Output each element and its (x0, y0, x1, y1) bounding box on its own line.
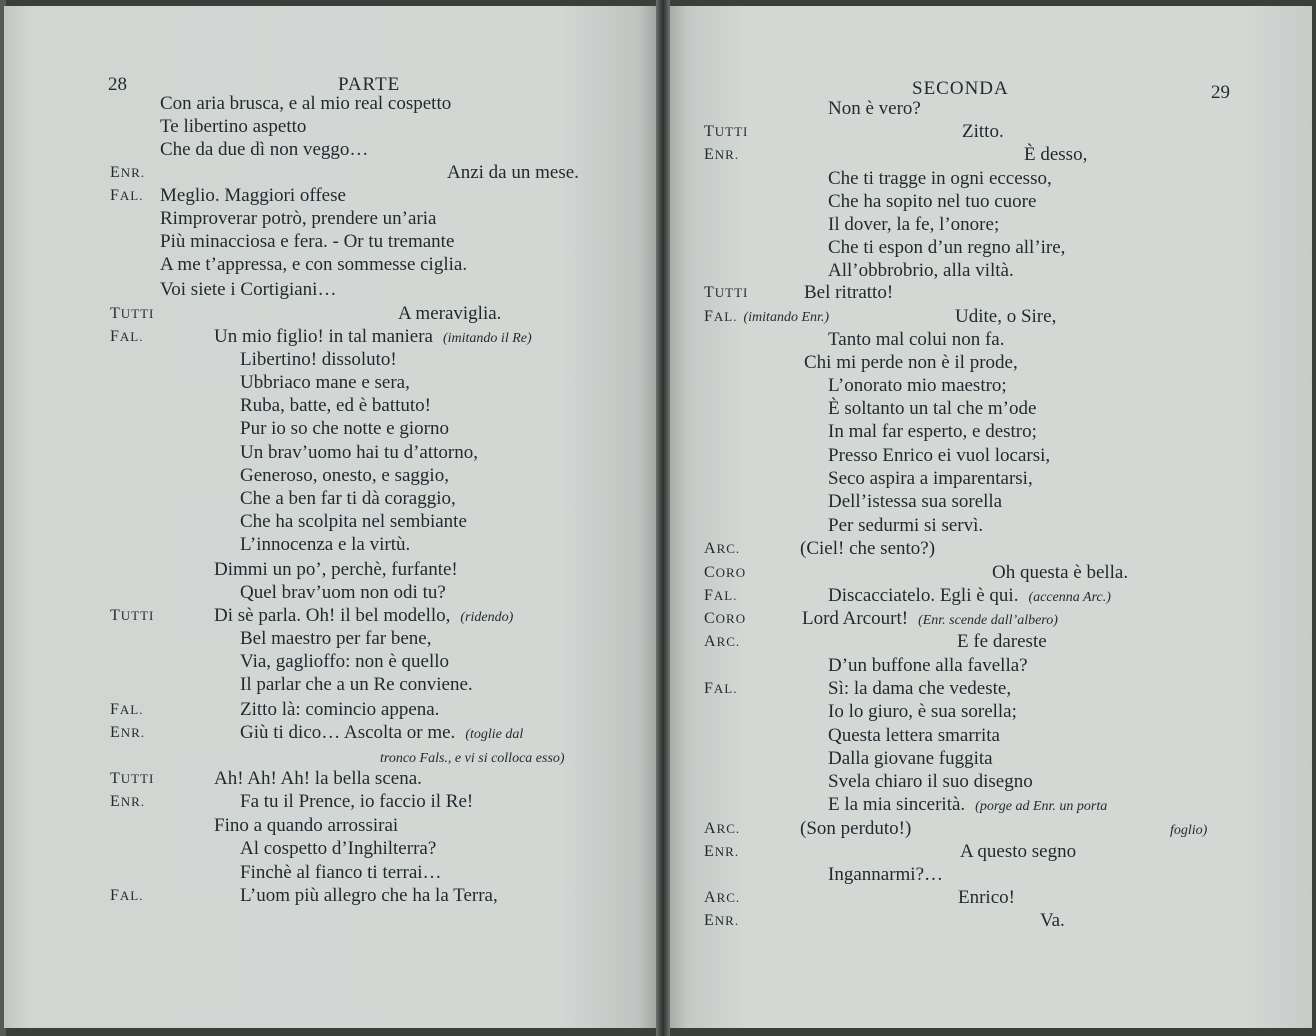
stage-direction: (toglie dal (465, 727, 524, 742)
speaker-label: CORO (704, 610, 747, 627)
verse-line (828, 260, 1014, 282)
verse-text: L’uom più allegro che ha la Terra, (240, 885, 498, 906)
speaker-label: ARC. (704, 540, 741, 557)
verse-line (214, 815, 398, 837)
speaker-label: FAL. (110, 187, 144, 204)
verse-line (160, 254, 467, 276)
verse-text: Libertino! dissoluto! (240, 349, 397, 370)
verse-line (800, 818, 911, 840)
verse-text: In mal far esperto, e destro; (828, 421, 1037, 442)
verse-line (828, 421, 1037, 443)
verse-text: Il dover, la fe, l’onore; (828, 214, 1000, 235)
verse-line (828, 98, 921, 120)
verse-text: Seco aspira a imparentarsi, (828, 468, 1033, 489)
verse-line (160, 93, 451, 115)
verse-line (960, 841, 1076, 863)
left-page-number: 28 (108, 74, 127, 95)
verse-line (240, 791, 473, 813)
verse-text: Pur io so che notte e giorno (240, 418, 449, 439)
verse-text: A meraviglia. (398, 303, 502, 324)
verse-line (955, 306, 1056, 328)
verse-text: Zitto là: comincio appena. (240, 699, 440, 720)
verse-text: Ruba, batte, ed è battuto! (240, 395, 431, 416)
verse-text: Ingannarmi?… (828, 864, 944, 885)
verse-line (214, 605, 513, 629)
verse-line (160, 208, 436, 230)
verse-line (828, 168, 1052, 190)
verse-line (804, 352, 1018, 374)
verse-text: È desso, (1024, 144, 1088, 165)
verse-line (1024, 144, 1087, 166)
speaker-label: TUTTI (110, 607, 155, 624)
verse-text: Lord Arcourt! (802, 608, 909, 629)
verse-text: Oh questa è bella. (992, 562, 1129, 583)
verse-text: Bel maestro per far bene, (240, 628, 432, 649)
verse-line (800, 538, 935, 560)
stage-direction: (accenna Arc.) (1028, 590, 1111, 605)
verse-line (992, 562, 1128, 584)
stage-direction: tronco Fals., e vi si colloca esso) (380, 751, 565, 766)
verse-line (828, 864, 943, 886)
verse-line (828, 794, 1107, 818)
verse-text: Con aria brusca, e al mio real cospetto (160, 93, 452, 114)
stage-direction: (ridendo) (460, 610, 514, 625)
verse-text: A questo segno (960, 841, 1077, 862)
stage-direction: foglio) (1170, 823, 1208, 838)
verse-line (240, 722, 523, 746)
verse-text: E fe dareste (957, 631, 1047, 652)
verse-line (240, 395, 431, 417)
verse-line (214, 326, 532, 350)
verse-text: Il parlar che a un Re conviene. (240, 674, 473, 695)
verse-text: Sì: la dama che vedeste, (828, 678, 1012, 699)
speaker-label: FAL. (imitando Enr.) (704, 308, 830, 325)
verse-line (240, 838, 436, 860)
verse-text: Rimproverar potrò, prendere un’aria (160, 208, 437, 229)
speaker-label: FAL. (704, 680, 738, 697)
verse-line (828, 237, 1065, 259)
verse-text: Anzi da un mese. (447, 162, 579, 183)
verse-text: Un mio figlio! in tal maniera (214, 326, 433, 347)
verse-text: Tanto mal colui non fa. (828, 329, 1005, 350)
verse-text: Voi siete i Cortigiani… (160, 279, 337, 300)
speaker-label: ARC. (704, 820, 741, 837)
stage-direction: (Enr. scende dall’albero) (918, 613, 1058, 628)
right-page-header: SECONDA (912, 78, 1009, 99)
verse-line (828, 398, 1036, 420)
verse-text: Io lo giuro, è sua sorella; (828, 701, 1017, 722)
speaker-label: TUTTI (704, 123, 749, 140)
speaker-label: FAL. (704, 587, 738, 604)
verse-text: Che ha scolpita nel sembiante (240, 511, 467, 532)
verse-line (160, 139, 368, 161)
verse-text: Udite, o Sire, (955, 306, 1057, 327)
verse-line (214, 559, 458, 581)
verse-text: Te libertino aspetto (160, 116, 307, 137)
verse-line (240, 534, 410, 556)
verse-line (828, 701, 1017, 723)
verse-text: Svela chiaro il suo disegno (828, 771, 1033, 792)
verse-text: Che ti tragge in ogni eccesso, (828, 168, 1052, 189)
verse-line (828, 748, 993, 770)
speaker-label: FAL. (110, 328, 144, 345)
speaker-label: CORO (704, 564, 747, 581)
verse-line (240, 674, 473, 696)
speaker-label: ENR. (704, 912, 740, 929)
verse-text: Fino a quando arrossirai (214, 815, 399, 836)
verse-text: L’innocenza e la virtù. (240, 534, 411, 555)
verse-line (380, 746, 565, 770)
verse-line (828, 771, 1033, 793)
verse-text: Questa lettera smarrita (828, 725, 1000, 746)
speaker-label: TUTTI (704, 284, 749, 301)
verse-line (958, 887, 1015, 909)
verse-text: Dimmi un po’, perchè, furfante! (214, 559, 458, 580)
verse-line (240, 699, 439, 721)
speaker-label: TUTTI (110, 305, 155, 322)
verse-line (160, 279, 336, 301)
verse-line (828, 214, 999, 236)
verse-line (828, 655, 1028, 677)
verse-line (828, 678, 1011, 700)
verse-line (828, 375, 1007, 397)
verse-text: Bel ritratto! (804, 282, 894, 303)
verse-line (828, 191, 1036, 213)
verse-line (828, 725, 1000, 747)
verse-line (240, 488, 456, 510)
verse-text: Ah! Ah! Ah! la bella scena. (214, 768, 422, 789)
speaker-label: ENR. (110, 164, 146, 181)
verse-text: Finchè al fianco ti terrai… (240, 862, 442, 883)
verse-text: Un brav’uomo hai tu d’attorno, (240, 442, 478, 463)
speaker-label: TUTTI (110, 770, 155, 787)
stage-direction: (imitando il Re) (442, 331, 532, 346)
verse-line (160, 185, 346, 207)
verse-text: L’onorato mio maestro; (828, 375, 1007, 396)
stage-direction: (imitando Enr.) (743, 310, 830, 325)
verse-text: Che da due dì non veggo… (160, 139, 369, 160)
verse-line (957, 631, 1047, 653)
verse-line (962, 121, 1004, 143)
verse-text: (Son perduto!) (800, 818, 912, 839)
verse-line (240, 418, 449, 440)
verse-line (240, 465, 449, 487)
verse-line (240, 511, 467, 533)
verse-text: Di sè parla. Oh! il bel modello, (214, 605, 451, 626)
verse-text: Ubbriaco mane e sera, (240, 372, 410, 393)
verse-line (240, 885, 498, 907)
speaker-label: FAL. (110, 701, 144, 718)
verse-line (240, 651, 449, 673)
verse-line (240, 349, 397, 371)
verse-line (828, 329, 1004, 351)
verse-text: Per sedurmi si servì. (828, 515, 984, 536)
verse-line (160, 116, 306, 138)
stage-direction: (porge ad Enr. un porta (975, 799, 1108, 814)
verse-line (240, 628, 432, 650)
verse-text: D’un buffone alla favella? (828, 655, 1028, 676)
verse-text: Dalla giovane fuggita (828, 748, 993, 769)
verse-line (828, 515, 983, 537)
verse-line (214, 768, 422, 790)
right-page (668, 6, 1312, 1028)
verse-text: Meglio. Maggiori offese (160, 185, 346, 206)
verse-text: Più minacciosa e fera. - Or tu tremante (160, 231, 455, 252)
verse-line (160, 231, 454, 253)
verse-text: Presso Enrico ei vuol locarsi, (828, 445, 1051, 466)
right-page-number: 29 (1211, 82, 1230, 103)
speaker-label: ARC. (704, 889, 741, 906)
verse-text: Quel brav’uom non odi tu? (240, 582, 446, 603)
verse-text: (Ciel! che sento?) (800, 538, 936, 559)
verse-line (802, 608, 1058, 632)
verse-text: Via, gaglioffo: non è quello (240, 651, 450, 672)
verse-line (804, 282, 893, 304)
verse-line (1040, 910, 1065, 932)
verse-text: Discacciatelo. Egli è qui. (828, 585, 1019, 606)
verse-text: Generoso, onesto, e saggio, (240, 465, 449, 486)
verse-line (398, 303, 501, 325)
verse-text: Al cospetto d’Inghilterra? (240, 838, 437, 859)
verse-line (240, 582, 446, 604)
verse-line (828, 491, 1002, 513)
verse-text: Va. (1040, 910, 1065, 931)
verse-line (240, 442, 478, 464)
verse-line (828, 445, 1050, 467)
verse-line (828, 585, 1111, 609)
left-page-header: PARTE (338, 74, 401, 95)
verse-text: Che ha sopito nel tuo cuore (828, 191, 1037, 212)
verse-text: Che a ben far ti dà coraggio, (240, 488, 456, 509)
speaker-label: ENR. (110, 793, 146, 810)
verse-text: Giù ti dico… Ascolta or me. (240, 722, 456, 743)
verse-text: Dell’istessa sua sorella (828, 491, 1003, 512)
verse-text: Zitto. (962, 121, 1004, 142)
verse-line (828, 468, 1033, 490)
verse-line (240, 372, 410, 394)
verse-text: È soltanto un tal che m’ode (828, 398, 1037, 419)
speaker-label: ENR. (704, 843, 740, 860)
verse-line (240, 862, 442, 884)
speaker-label: ARC. (704, 633, 741, 650)
verse-text: Enrico! (958, 887, 1015, 908)
speaker-label: ENR. (704, 146, 740, 163)
speaker-label: FAL. (110, 887, 144, 904)
book-gutter (656, 0, 670, 1036)
verse-text: All’obbrobrio, alla viltà. (828, 260, 1014, 281)
verse-text: Non è vero? (828, 98, 921, 119)
verse-text: E la mia sincerità. (828, 794, 966, 815)
verse-text: Fa tu il Prence, io faccio il Re! (240, 791, 474, 812)
verse-line (447, 162, 579, 184)
verse-text: Chi mi perde non è il prode, (804, 352, 1018, 373)
verse-text: A me t’appressa, e con sommesse ciglia. (160, 254, 468, 275)
speaker-label: ENR. (110, 724, 146, 741)
verse-text: Che ti espon d’un regno all’ire, (828, 237, 1066, 258)
